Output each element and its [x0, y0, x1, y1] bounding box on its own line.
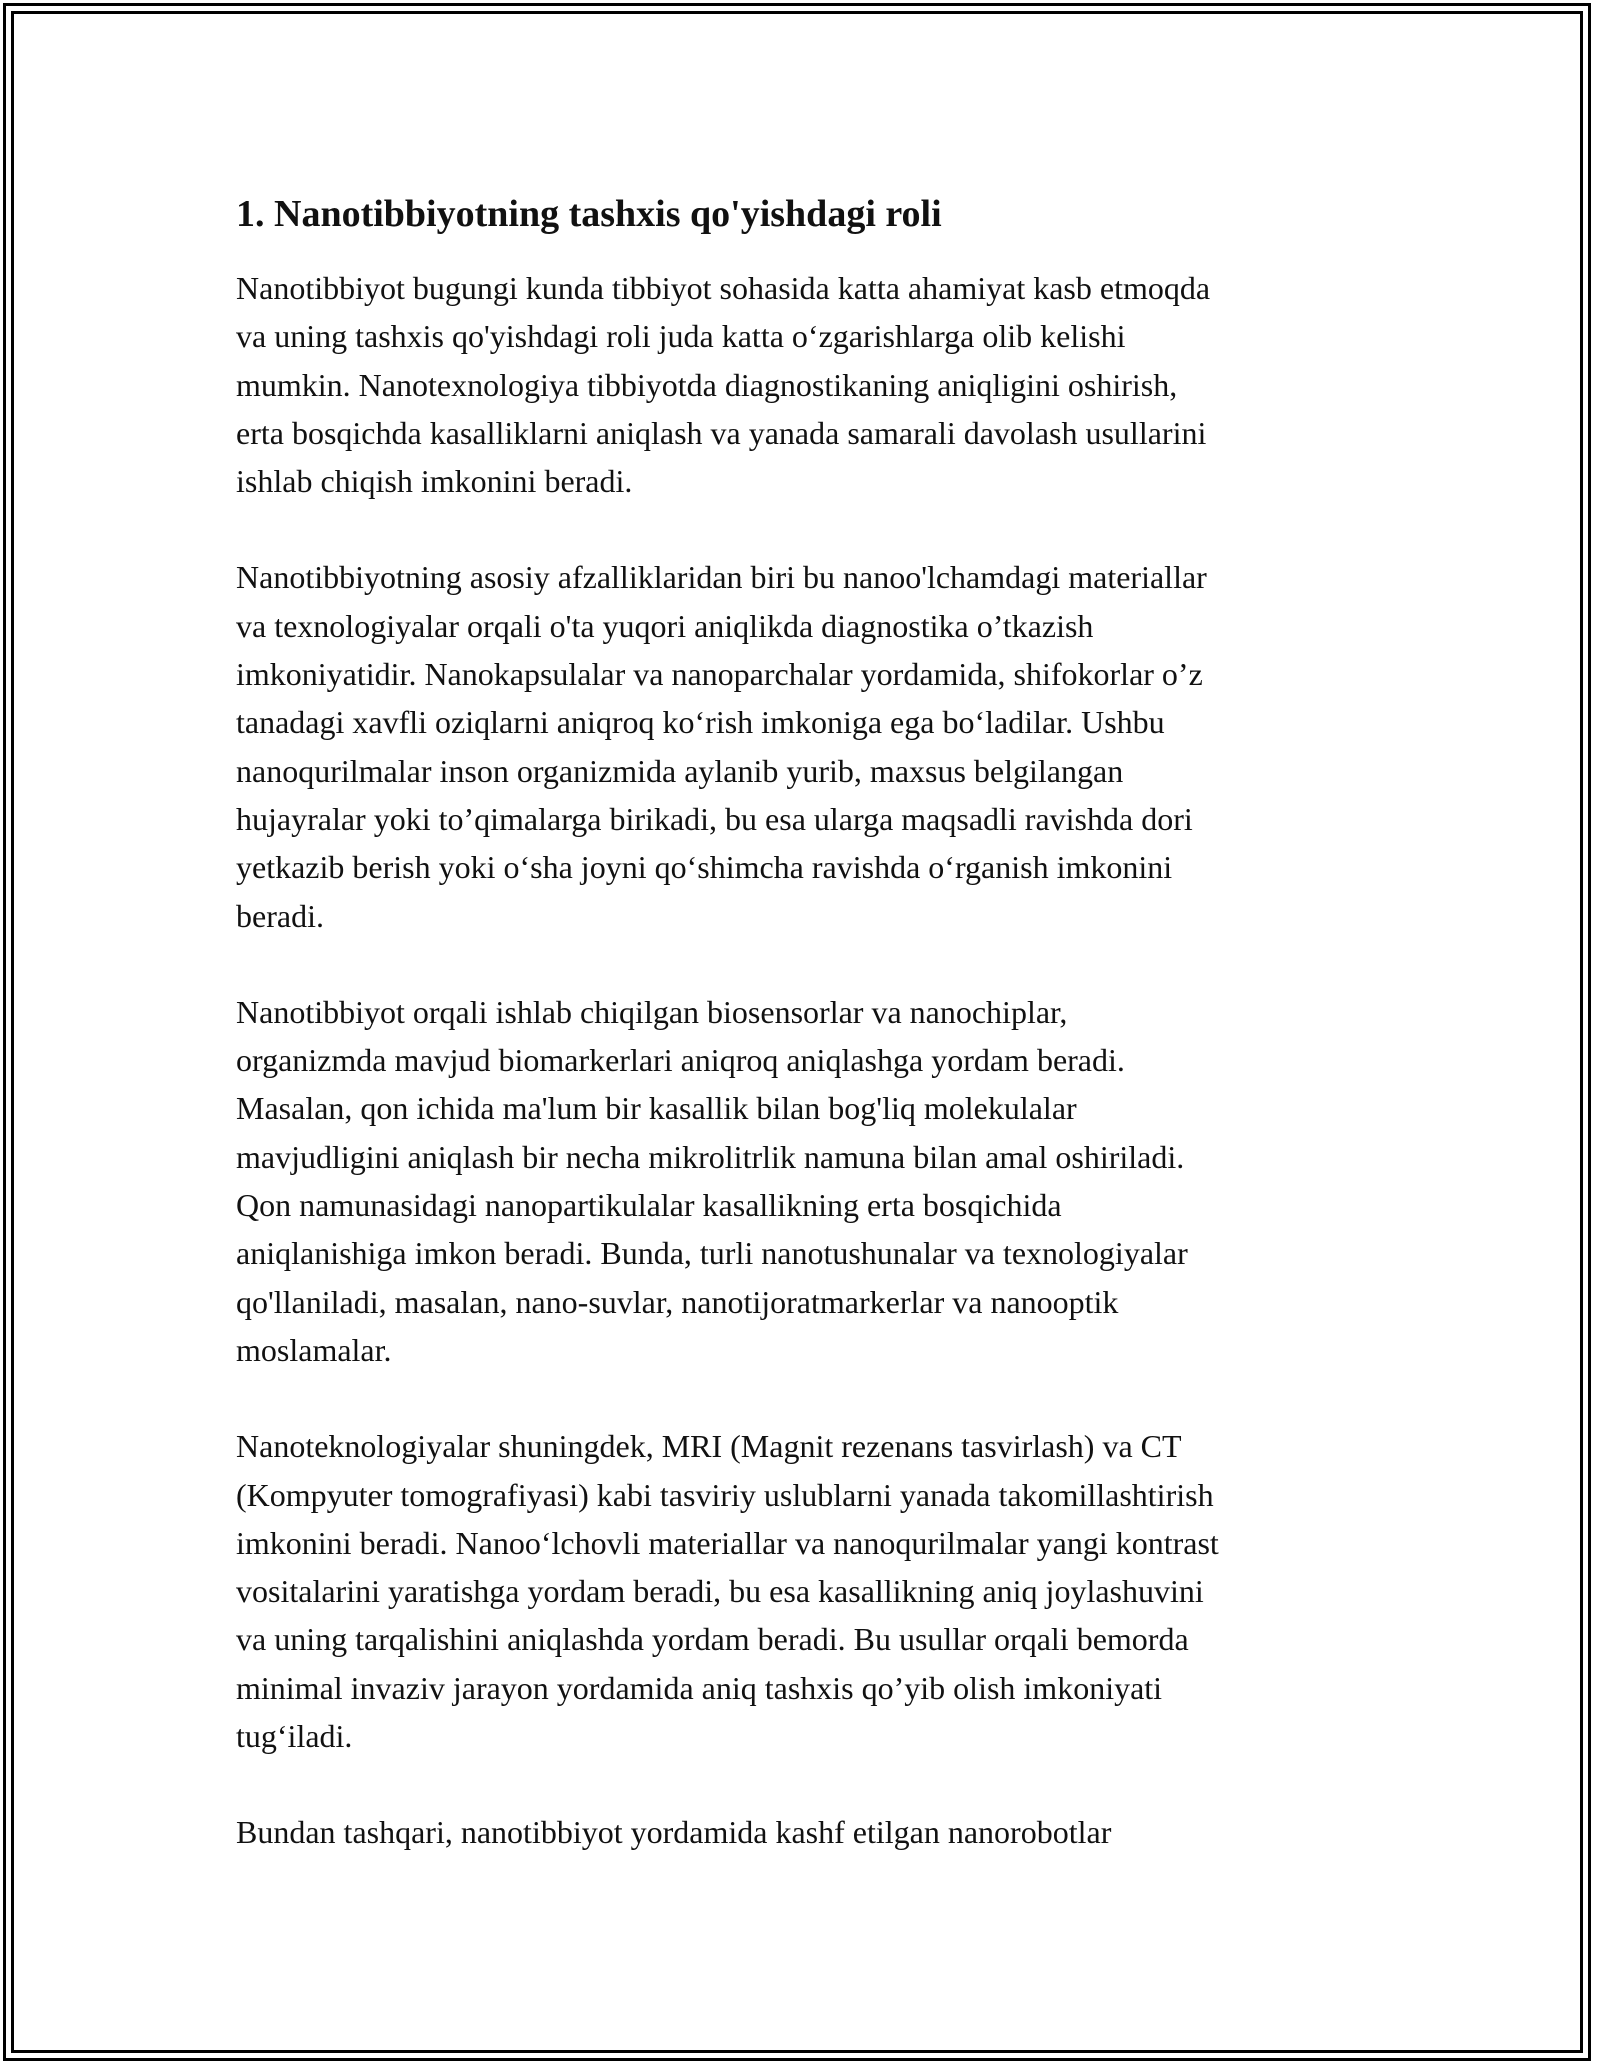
paragraph-4: Nanoteknologiyalar shuningdek, MRI (Magnit rezenans tasvirlash) va CT (Kompyuter tomografiyasi) kabi tasviriy uslublarni yanada takomillashtirish imkonini beradi. Nanoo‘lchovli materiallar va nanoqurilmalar yangi kontrast vositalarini yaratishga yordam beradi, bu esa kasallikning aniq joylashuvini va uning tarqalishini aniqlashda yordam beradi. Bu usullar orqali bemorda minimal invaziv jarayon yordamida aniq tashxis qo’yib olish imkoniyati tug‘iladi.	[236, 1428, 1219, 1755]
paragraph-1: Nanotibbiyot bugungi kunda tibbiyot sohasida katta ahamiyat kasb etmoqda va uning tashxis qo'yishdagi roli juda katta o‘zgarishlarga olib kelishi mumkin. Nanotexnologiya tibbiyotda diagnostikaning aniqligini oshirish, erta bosqichda kasalliklarni aniqlash va yanada samarali davolash usullarini ishlab chiqish imkonini beradi.	[236, 270, 1211, 500]
section-heading: 1. Nanotibbiyotning tashxis qo'yishdagi roli	[236, 193, 942, 235]
document-body	[236, 186, 1366, 1905]
paragraph-5: Bundan tashqari, nanotibbiyot yordamida kashf etilgan nanorobotlar	[236, 1814, 1112, 1851]
paragraph-2: Nanotibbiyotning asosiy afzalliklaridan biri bu nanoo'lchamdagi materiallar va texnologiyalar orqali o'ta yuqori aniqlikda diagnostika o’tkazish imkoniyatidir. Nanokapsulalar va nanoparchalar yordamida, shifokorlar o’z tanadagi xavfli oziqlarni aniqroq ko‘rish imkoniga ega bo‘ladilar. Ushbu nanoqurilmalar inson organizmida aylanib yurib, maxsus belgilangan hujayralar yoki to’qimalarga birikadi, bu esa ularga maqsadli ravishda dori yetkazib berish yoki o‘sha joyni qo‘shimcha ravishda o‘rganish imkonini beradi.	[236, 559, 1207, 934]
paragraph-3: Nanotibbiyot orqali ishlab chiqilgan biosensorlar va nanochiplar, organizmda mavjud biomarkerlari aniqroq aniqlashga yordam beradi. Masalan, qon ichida ma'lum bir kasallik bilan bog'liq molekulalar mavjudligini aniqlash bir necha mikrolitrlik namuna bilan amal oshiriladi. Qon namunasidagi nanopartikulalar kasallikning erta bosqichida aniqlanishiga imkon beradi. Bunda, turli nanotushunalar va texnologiyalar qo'llaniladi, masalan, nano-suvlar, nanotijoratmarkerlar va nanooptik moslamalar.	[236, 993, 1188, 1368]
